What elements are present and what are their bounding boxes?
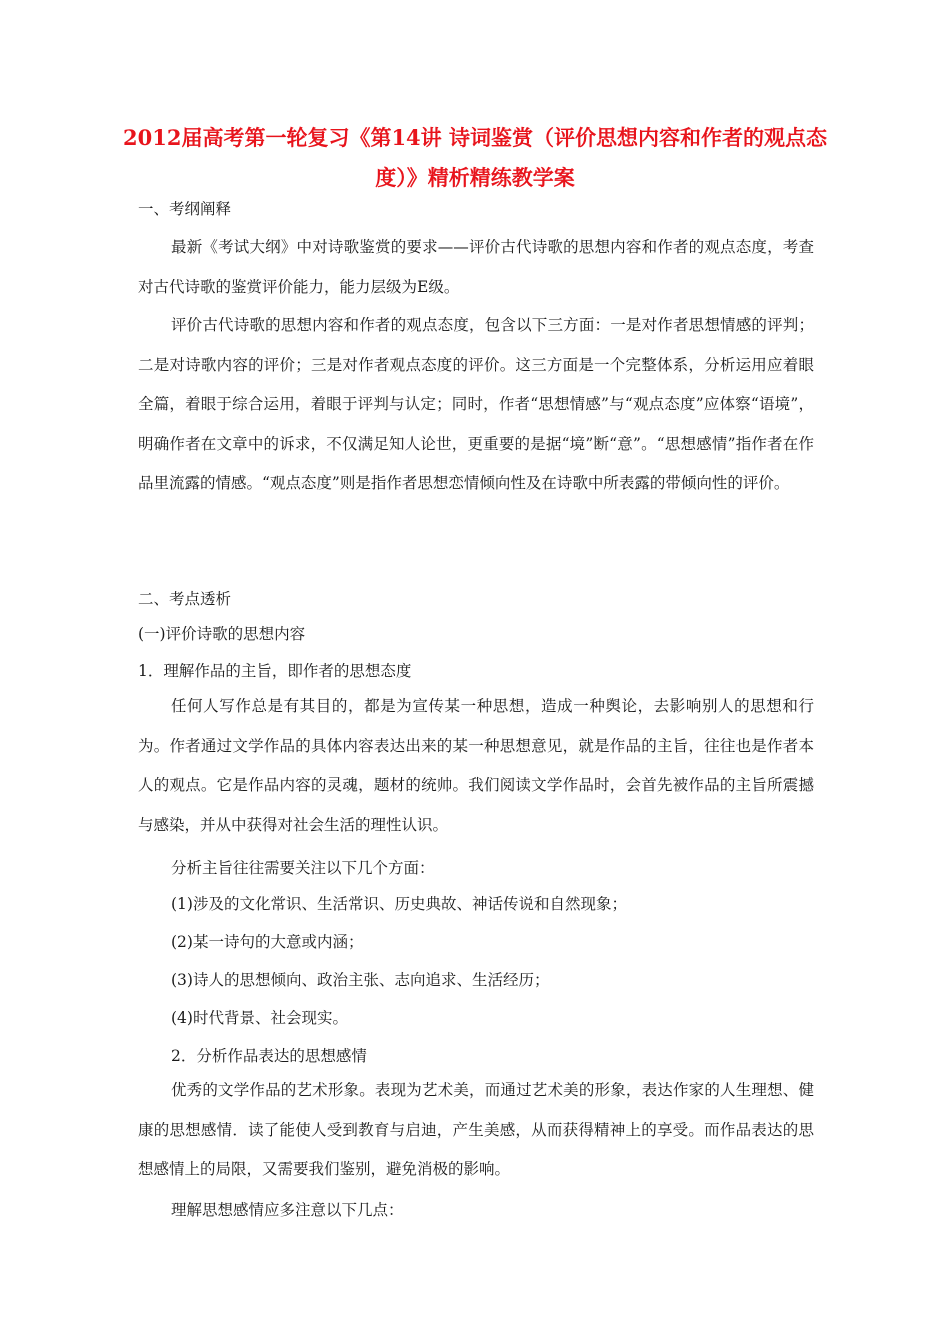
section-heading-syllabus: 一、考纲阐释 (138, 200, 232, 218)
paragraph-emotion: 优秀的文学作品的艺术形象。表现为艺术美，而通过艺术美的形象，表达作家的人生理想、健康的思想感情．读了能使人受到教育与启迪，产生美感，从而获得精神上的享受。而作品表达的思想感情上的局限，又需要我们鉴别，避免消极的影响。 (138, 1081, 814, 1178)
list-item: (4)时代背景、社会现实。 (171, 1009, 348, 1027)
document-title: 2012届高考第一轮复习《第14讲 诗词鉴赏（评价思想内容和作者的观点态度）》精析精练教学案 (123, 125, 827, 190)
paragraph-emotion-points: 理解思想感情应多注意以下几点： (171, 1201, 404, 1219)
paragraph-theme: 任何人写作总是有其目的，都是为宣传某一种思想，造成一种舆论，去影响别人的思想和行为。作者通过文学作品的具体内容表达出来的某一种思想意见，就是作品的主旨，往往也是作者本人的观点。它是作品内容的灵魂，题材的统帅。我们阅读文学作品时，会首先被作品的主旨所震撼与感染，并从中获得对社会生活的理性认识。 (138, 697, 814, 834)
list-item: (3)诗人的思想倾向、政治主张、志向追求、生活经历； (171, 971, 550, 989)
list-item: (2)某一诗句的大意或内涵； (171, 933, 364, 951)
item-heading-emotion: 2．分析作品表达的思想感情 (171, 1047, 367, 1065)
paragraph-theme-aspects: 分析主旨往往需要关注以下几个方面： (171, 859, 435, 877)
list-item: (1)涉及的文化常识、生活常识、历史典故、神话传说和自然现象； (171, 895, 627, 913)
paragraph-evaluation-aspects: 评价古代诗歌的思想内容和作者的观点态度，包含以下三方面：一是对作者思想情感的评判；二是对诗歌内容的评价；三是对作者观点态度的评价。这三方面是一个完整体系，分析运用应着眼全篇，着眼于综合运用，着眼于评判与认定；同时，作者“思想情感”与“观点态度”应体察“语境”，明确作者在文章中的诉求，不仅满足知人论世，更重要的是据“境”断“意”。“思想感情”指作者在作品里流露的情感。“观点态度”则是指作者思想恋情倾向性及在诗歌中所表露的带倾向性的评价。 (138, 316, 814, 492)
paragraph-syllabus-requirement: 最新《考试大纲》中对诗歌鉴赏的要求——评价古代诗歌的思想内容和作者的观点态度，考查对古代诗歌的鉴赏评价能力，能力层级为E级。 (138, 238, 814, 296)
subsection-heading-content: (一)评价诗歌的思想内容 (138, 625, 306, 643)
section-heading-analysis: 二、考点透析 (138, 590, 232, 608)
item-heading-theme: 1．理解作品的主旨，即作者的思想态度 (138, 662, 412, 680)
